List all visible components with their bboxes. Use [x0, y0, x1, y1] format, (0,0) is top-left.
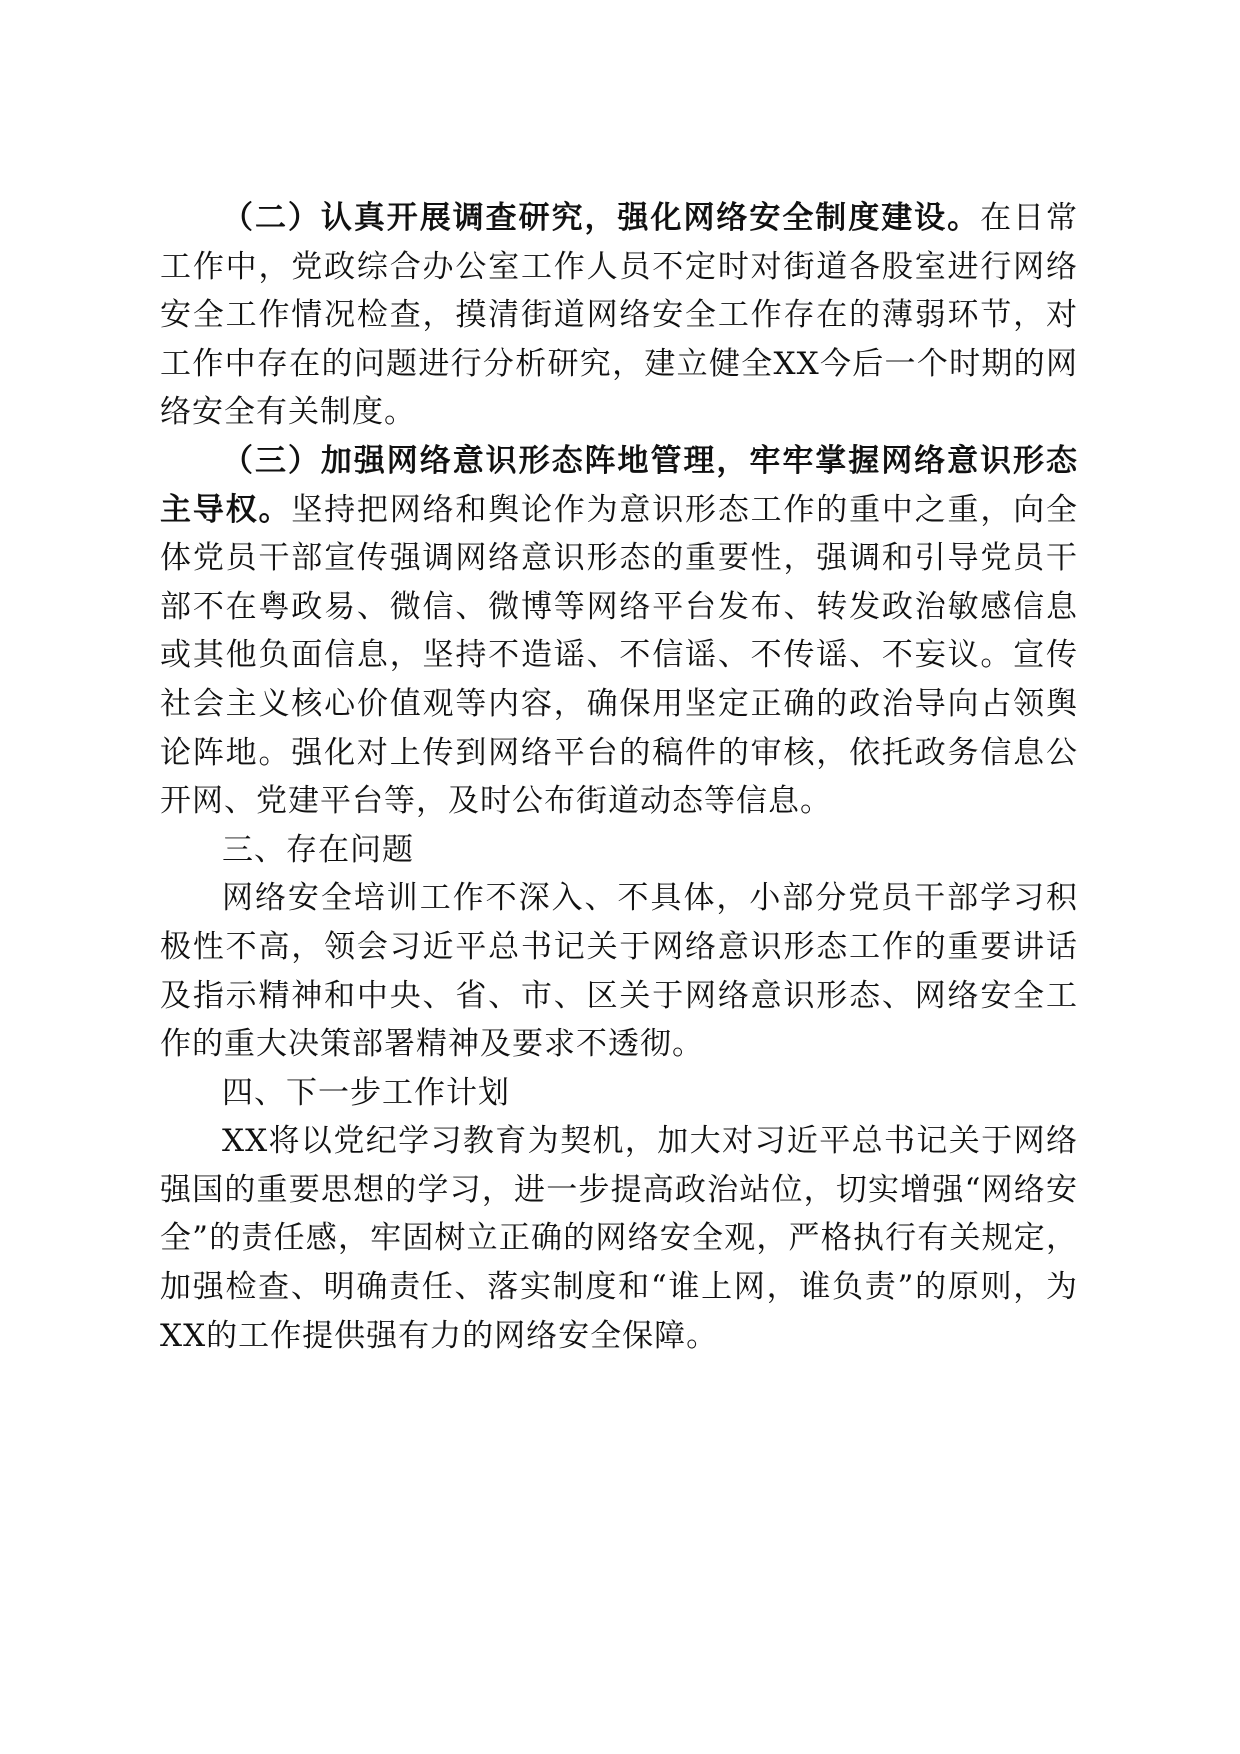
paragraph-lead: （三）加强网络意识形态阵地管理，牢牢掌握网络意识形态主导权。 — [160, 442, 1078, 528]
paragraph-text: 坚持把网络和舆论作为意识形态工作的重中之重，向全体党员干部宣传强调网络意识形态的重要性，强调和引导党员干部不在粤政易、微信、微博等网络平台发布、转发政治敏感信息或其他负面信息，坚持不造谣、不信谣、不传谣、不妄议。宣传社会主义核心价值观等内容，确保用坚定正确的政治导向占领舆论阵地。强化对上传到网络平台的稿件的审核，依托政务信息公开网、党建平台等，及时公布街道动态等信息。 — [160, 491, 1079, 820]
paragraph-ideology-management — [160, 437, 1078, 826]
paragraph-problems: 网络安全培训工作不深入、不具体，小部分党员干部学习积极性不高，领会习近平总书记关于网络意识形态工作的重要讲话及指示精神和中央、省、市、区关于网络意识形态、网络安全工作的重大决策部署精神及要求不透彻。 — [160, 880, 1078, 1063]
section-heading-next-steps: 四、下一步工作计划 — [222, 1074, 510, 1111]
paragraph-lead: （二）认真开展调查研究，强化网络安全制度建设。 — [222, 200, 981, 236]
section-heading-problems: 三、存在问题 — [222, 831, 414, 868]
paragraph-next-steps: XX将以党纪学习教育为契机，加大对习近平总书记关于网络强国的重要思想的学习，进一步提高政治站位，切实增强“网络安全”的责任感，牢固树立正确的网络安全观，严格执行有关规定，加强检查、明确责任、落实制度和“谁上网，谁负责”的原则，为XX的工作提供强有力的网络安全保障。 — [160, 1123, 1078, 1354]
document-body — [160, 194, 1078, 1360]
paragraph-investigation-research — [160, 194, 1078, 437]
paragraph-text: 在日常工作中，党政综合办公室工作人员不定时对街道各股室进行网络安全工作情况检查，摸清街道网络安全工作存在的薄弱环节，对工作中存在的问题进行分析研究，建立健全XX今后一个时期的网络安全有关制度。 — [160, 200, 1078, 431]
